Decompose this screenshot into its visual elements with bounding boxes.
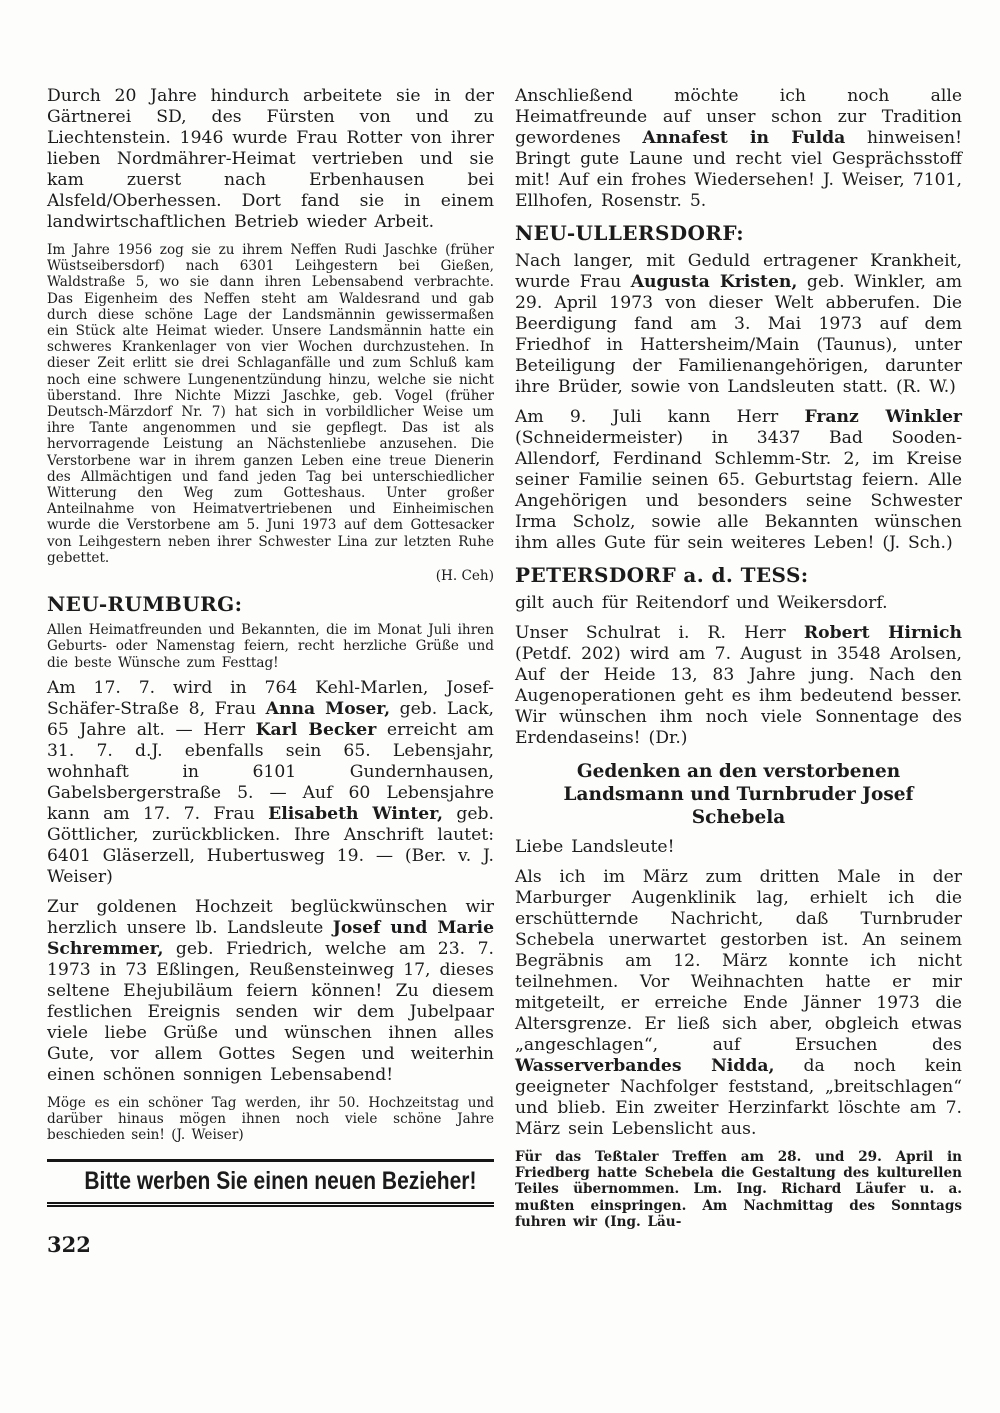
left-column [47,86,494,1257]
section-heading-neu-rumburg: NEU-RUMBURG: [47,592,243,617]
article-annafest-fulda: Anschließend möchte ich noch alle Heimatfreunde auf unser schon zur Tradition gewordenes Annafest in Fulda hinweisen! Bringt gute Laune und recht viel Gesprächsstoff mit! Auf ein frohes Wiedersehen! J. Weiser, 7101, Ellhofen, Rosenstr. 5. [515,86,962,211]
article-golden-wedding-wishes: Möge es ein schöner Tag werden, ihr 50. Hochzeitstag und darüber hinaus mögen ihnen noch viele schöne Jahre beschieden sein! (J. Weiser) [47,1094,494,1144]
note-petersdorf-scope: gilt auch für Reitendorf und Weikersdorf. [515,593,888,613]
bold-text: Franz Winkler [804,407,962,427]
page-number: 322 [47,1232,91,1258]
section-heading-neu-ullersdorf: NEU-ULLERSDORF: [515,221,745,245]
article-kristen-obituary: Nach langer, mit Geduld ertragener Krankheit, wurde Frau Augusta Kristen, geb. Winkler, am 29. April 1973 von dieser Welt abberufen. Die Beerdigung fand am 3. Mai 1973 auf dem Friedhof in Hattersheim/Main (Taunus), unter Beteiligung der Familienangehörigen, darunter ihre Brüder, sowie von Landsleuten statt. (R. W.) [515,251,962,397]
bold-text: Annafest in Fulda [642,128,846,148]
memorial-heading-schebela: Gedenken an den verstorbenen Landsmann und Turnbruder Josef Schebela [563,761,914,828]
article-birthdays-moser-becker-winter: Am 17. 7. wird in 764 Kehl-Marlen, Josef-Schäfer-Straße 8, Frau Anna Moser, geb. Lack, 65 Jahre alt. — Herr Karl Becker erreicht am 31. 7. d.J. ebenfalls sein 65. Lebensjahr, wohnhaft in 6101 Gundernhausen, Gabelsbergerstraße 5. — Auf 60 Lebensjahre kann am 17. 7. Frau Elisabeth Winter, geb. Göttlicher, zurückblicken. Ihre Anschrift lautet: 6401 Gläserzell, Hubertusweg 19. — (Ber. v. J. Weiser) [47,677,494,887]
subscribe-banner-text: Bitte werben Sie einen neuen Bezieher! [84,1167,477,1196]
article-rotter-obituary: Durch 20 Jahre hindurch arbeitete sie in der Gärtnerei SD, des Fürsten von und zu Liechtenstein. 1946 wurde Frau Rotter von ihrer lieben Nordmährer-Heimat vertrieben und sie kam zuerst nach Erbenhausen bei Alsfeld/Oberhessen. Dort fand sie in einem landwirtschaftlichen Betrieb wieder Arbeit. [47,86,494,232]
bold-text: Elisabeth Winter, [268,803,444,824]
bold-text: Augusta Kristen, [630,272,798,292]
left-column-articles [47,86,494,1143]
article-schebela-memorial: Als ich im März zum dritten Male in der Marburger Augenklinik lag, erhielt ich die erschütternde Nachricht, daß Turnbruder Schebela unerwartet gestorben ist. An seinem Begräbnis am 12. März konnte ich nicht teilnehmen. Vor Weihnachten hatte er mir mitgeteilt, er erreiche Ende Jänner 1973 die Altersgrenze. Er ließ sich aber, obgleich etwas „angeschlagen“, auf Ersuchen des Wasserverbandes Nidda, da noch kein geeigneter Nachfolger feststand, „breitschlagen“ und blieb. Ein zweiter Herzinfarkt löschte am 7. März sein Lebenslicht aus. [515,867,962,1139]
bold-text: Karl Becker [255,719,377,740]
article-tesstaler-treffen: Für das Teßtaler Treffen am 28. und 29. April in Friedberg hatte Schebela die Gestaltung des kulturellen Teiles übernommen. Lm. Ing. Richard Läufer u. a. mußten einspringen. Am Nachmittag des Sonntags fuhren wir (Ing. Läu- [515,1149,962,1230]
signature-h-ceh: (H. Ceh) [435,568,494,585]
bold-text: Wasserverbandes Nidda, [515,1056,775,1076]
section-heading-petersdorf: PETERSDORF a. d. TESS: [515,563,809,587]
bold-text: Josef und Marie Schremmer, [47,917,495,959]
salutation-liebe-landsleute: Liebe Landsleute! [515,837,675,857]
article-winkler-birthday: Am 9. Juli kann Herr Franz Winkler (Schneidermeister) in 3437 Bad Sooden-Allendorf, Ferdinand Schlemm-Str. 2, im Kreise seiner Familie seinen 65. Geburtstag feiern. Alle Angehörigen und besonders seine Schwester Irma Scholz, sowie alle Bekannten wünschen ihm alles Gute für sein weiteres Leben! (J. Sch.) [515,407,962,553]
subscribe-banner [47,1159,494,1207]
bold-text: Anna Moser, [265,698,391,719]
right-column-articles [515,86,962,1230]
article-golden-wedding-schremmer: Zur goldenen Hochzeit beglückwünschen wir herzlich unsere lb. Landsleute Josef und Marie Schremmer, geb. Friedrich, welche am 23. 7. 1973 in 73 Eßlingen, Reußensteinweg 17, dieses seltene Ehejubiläum feiern können! Zu diesem festlichen Ereignis senden wir dem Jubelpaar viele liebe Grüße und wünschen ihnen alles Gute, vor allem Gottes Segen und weiterhin einen schönen sonnigen Lebensabend! [47,896,495,1085]
bold-text: Robert Hirnich [803,623,962,643]
article-rotter-details: Im Jahre 1956 zog sie zu ihrem Neffen Rudi Jaschke (früher Wüstseibersdorf) nach 6301 Leihgestern bei Gießen, Waldstraße 5, wo sie dann ihren Lebensabend verbrachte. Das Eigenheim des Neffen steht am Waldesrand und gab durch diese schöne Lage der Landsmännin gewissermaßen ein Stück alte Heimat wieder. Unsere Landsmännin hatte ein schweres Krankenlager von vier Wochen durchzustehen. In dieser Zeit erlitt sie drei Schlaganfälle und zum Schluß kam noch eine schwere Lungenentzündung hinzu, welche sie nicht überstand. Ihre Nichte Mizzi Jaschke, geb. Vogel (früher Deutsch-Märzdorf Nr. 7) hat sich in vorbildlicher Weise um ihre Tante angenommen und sie gepflegt. Das ist als hervorragende Leistung an Nächstenliebe anzusehen. Die Verstorbene war in ihrem ganzen Leben eine treue Dienerin des Allmächtigen und fand jeden Tag bei unterschiedlicher Witterung den Weg zum Gotteshaus. Unter großer Anteilnahme von Heimatvertriebenen und Einheimischen wurde die Verstorbene am 5. Juni 1973 auf dem Gottesacker von Leihgestern neben ihrer Schwester Lina zur letzten Ruhe gebettet. [47,242,494,566]
article-neu-rumburg-greetings: Allen Heimatfreunden und Bekannten, die im Monat Juli ihren Geburts- oder Namenstag feiern, recht herzliche Grüße und die beste Wünsche zum Festtag! [47,622,494,671]
right-column [515,86,962,1237]
article-hirnich-birthday: Unser Schulrat i. R. Herr Robert Hirnich (Petdf. 202) wird am 7. August in 3548 Arolsen, Auf der Heide 13, 83 Jahre jung. Nach den Augenoperationen geht es ihm bedeutend besser. Wir wünschen ihm noch viele Sonnentage des Erdendaseins! (Dr.) [515,623,962,748]
